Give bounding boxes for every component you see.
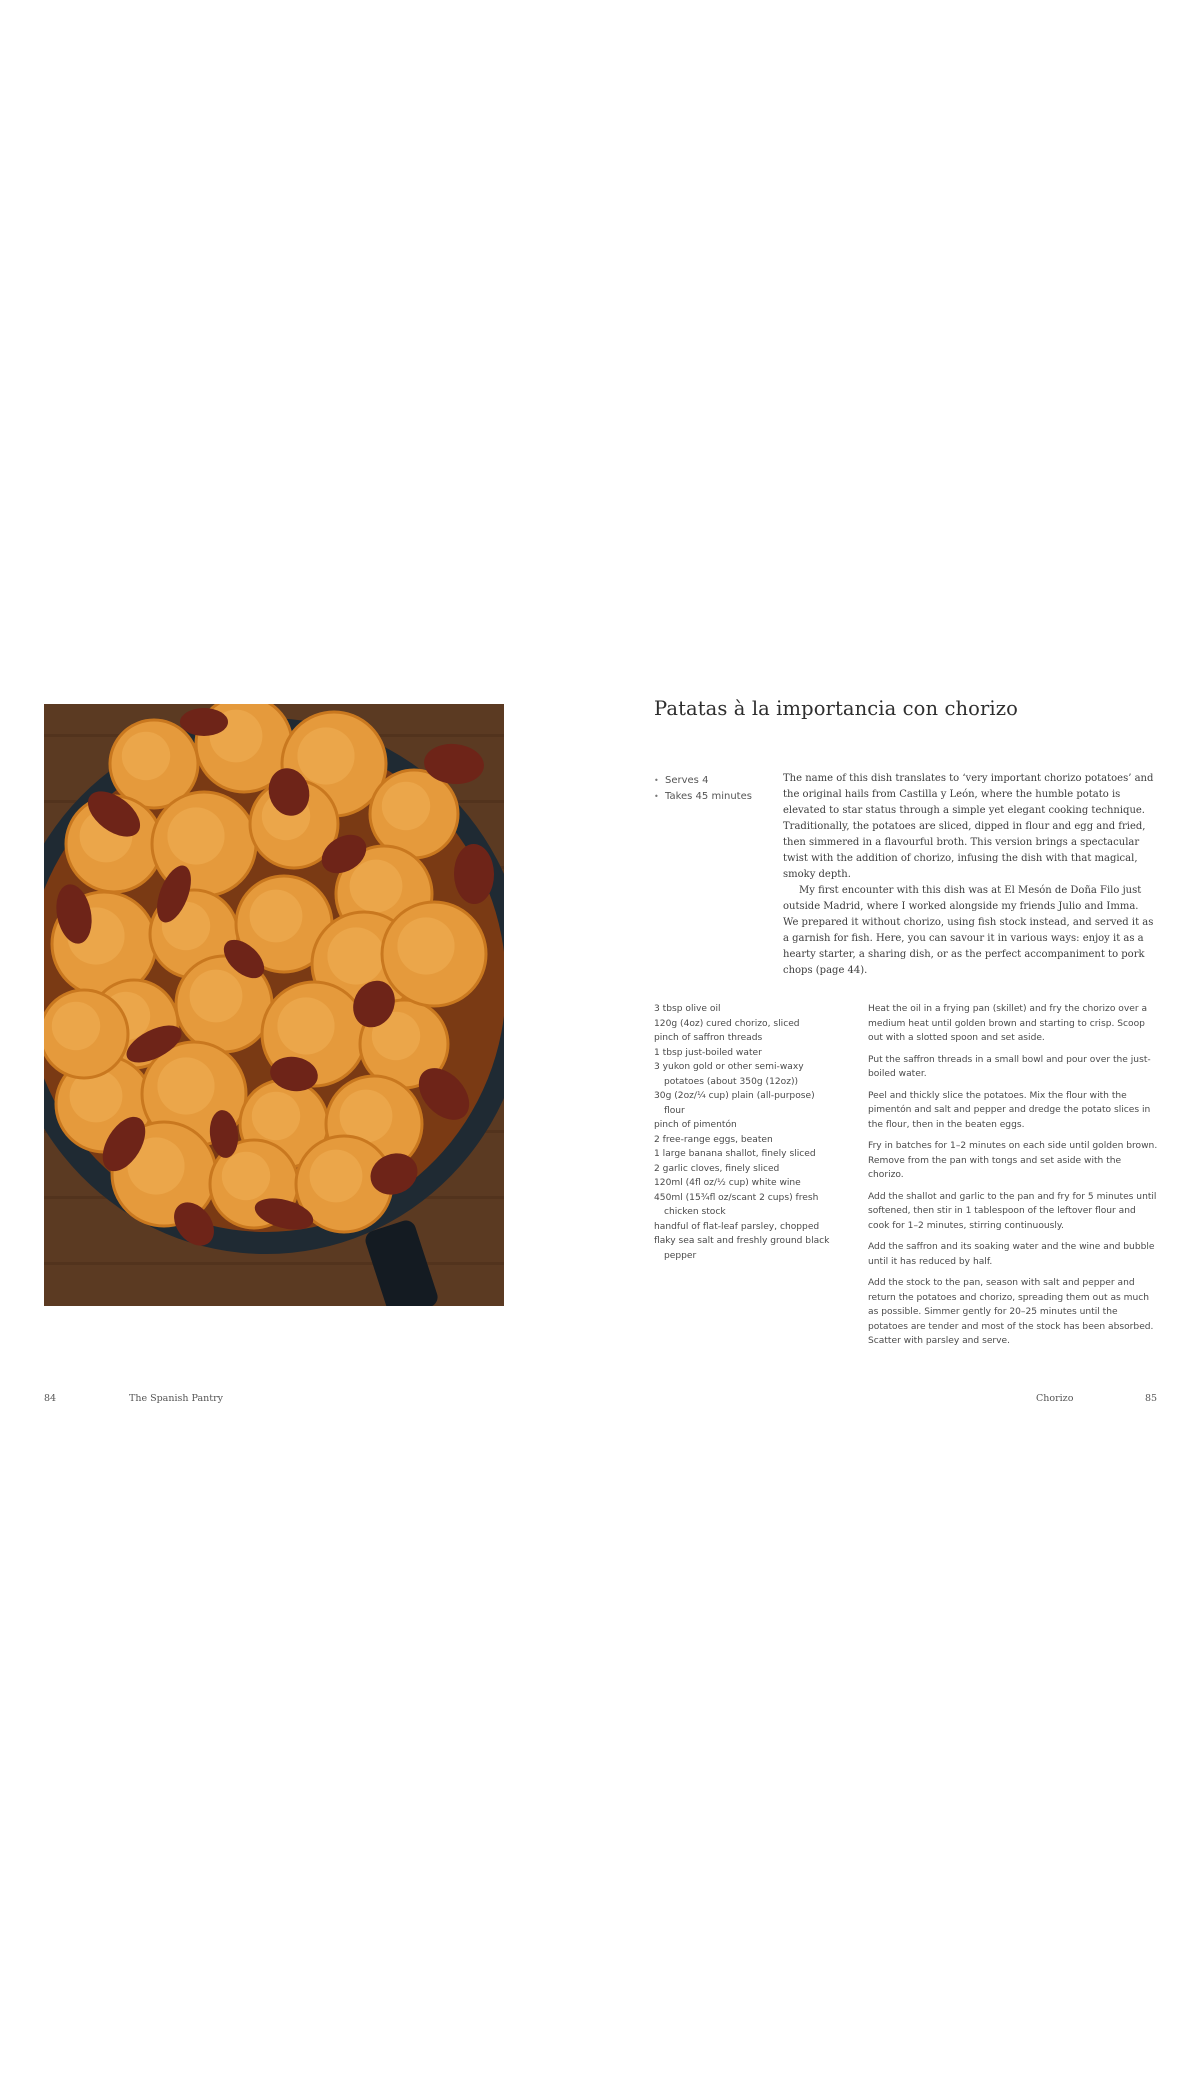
potato-highlight [190,970,243,1023]
potato-highlight [297,727,354,784]
potato-highlight [277,997,334,1054]
ingredients-list [654,1002,834,1263]
method-step: Fry in batches for 1–2 minutes on each side until golden brown. Remove from the pan with tongs and set aside with the chorizo. [868,1141,1158,1180]
method-step: Add the saffron and its soaking water and the wine and bubble until it has reduced by half. [868,1242,1155,1267]
recipe-intro [783,771,1155,979]
left-running-title: The Spanish Pantry [129,1393,223,1404]
serves-info: • Serves 4 [654,773,774,789]
potato-highlight [52,1002,100,1050]
potato-highlight [250,890,303,943]
method-step: Put the saffron threads in a small bowl and pour over the just-boiled water. [868,1054,1151,1079]
food-photo-illustration [44,704,504,1306]
ingredient-item: handful of flat-leaf parsley, chopped [654,1221,820,1232]
ingredient-item: 2 garlic cloves, finely sliced [654,1163,780,1174]
ingredient-item: 120g (4oz) cured chorizo, sliced [654,1018,800,1029]
wood-grain [44,1262,504,1265]
method-step: Add the shallot and garlic to the pan and fry for 5 minutes until softened, then stir in 1 tablespoon of the leftover flour and cook for 1–2 minutes, stirring continuously. [868,1191,1157,1231]
method-step: Add the stock to the pan, season with salt and pepper and return the potatoes and chorizo, spreading them out as much as possible. Simmer gently for 20–25 minutes until the potatoes are tender and most of the stock has been absorbed. Scatter with parsley and serve. [868,1278,1154,1346]
potato-highlight [222,1152,270,1200]
ingredient-item: 30g (2oz/¼ cup) plain (all-purpose) flour [654,1091,815,1116]
ingredient-item: 1 large banana shallot, finely sliced [654,1149,816,1159]
ingredient-item: 2 free-range eggs, beaten [654,1134,773,1145]
recipe-title: Patatas à la importancia con chorizo [654,697,1018,720]
potato-highlight [157,1057,214,1114]
method-step: Heat the oil in a frying pan (skillet) and fry the chorizo over a medium heat until golden brown and starting to crisp. Scoop out with a slotted spoon and set aside. [868,1004,1148,1043]
method-steps [868,1002,1158,1356]
potato-highlight [350,860,403,913]
ingredient-item: 3 tbsp olive oil [654,1004,721,1014]
ingredient-item: 450ml (15¾fl oz/scant 2 cups) fresh chicken stock [654,1192,819,1217]
time-info: • Takes 45 minutes [654,789,774,805]
potato-highlight [397,917,454,974]
method-step: Peel and thickly slice the potatoes. Mix the flour with the pimentón and salt and pepper and dredge the potato slices in the flour, then in the beaten eggs. [868,1090,1151,1130]
right-running-title: Chorizo [1036,1393,1074,1404]
ingredient-item: flaky sea salt and freshly ground black pepper [654,1236,830,1261]
left-page-number: 84 [44,1393,57,1404]
food-photo [44,704,504,1306]
potato-highlight [167,807,224,864]
ingredient-item: 120ml (4fl oz/½ cup) white wine [654,1178,801,1188]
potato-highlight [252,1092,300,1140]
potato-highlight [310,1150,363,1203]
potato-highlight [327,927,384,984]
chorizo-piece [180,708,228,736]
ingredient-item: pinch of saffron threads [654,1033,763,1043]
potato-highlight [382,782,430,830]
intro-paragraph: The name of this dish translates to ‘very important chorizo potatoes’ and the original hails from Castilla y León, where the humble potato is elevated to star status through a simple yet elegant cooking technique. Traditionally, the potatoes are sliced, dipped in flour and egg and fried, then simmered in a flavourful broth. This version brings a spectacular twist with the addition of chorizo, infusing the dish with that magical, smoky depth. [783,773,1154,880]
ingredient-item: 3 yukon gold or other semi-waxy potatoes (about 350g (12oz)) [654,1062,804,1087]
right-page-number: 85 [1145,1393,1158,1404]
potato-highlight [340,1090,393,1143]
ingredient-item: pinch of pimentón [654,1120,737,1130]
intro-paragraph: My first encounter with this dish was at El Mesón de Doña Filo just outside Madrid, where I worked alongside my friends Julio and Imma. We prepared it without chorizo, using fish stock instead, and served it as a garnish for fish. Here, you can savour it in various ways: enjoy it as a hearty starter, a sharing dish, or as the perfect accompaniment to pork chops (page 44). [783,885,1154,976]
potato-highlight [122,732,170,780]
ingredient-item: 1 tbsp just-boiled water [654,1047,762,1058]
recipe-meta [654,773,774,805]
